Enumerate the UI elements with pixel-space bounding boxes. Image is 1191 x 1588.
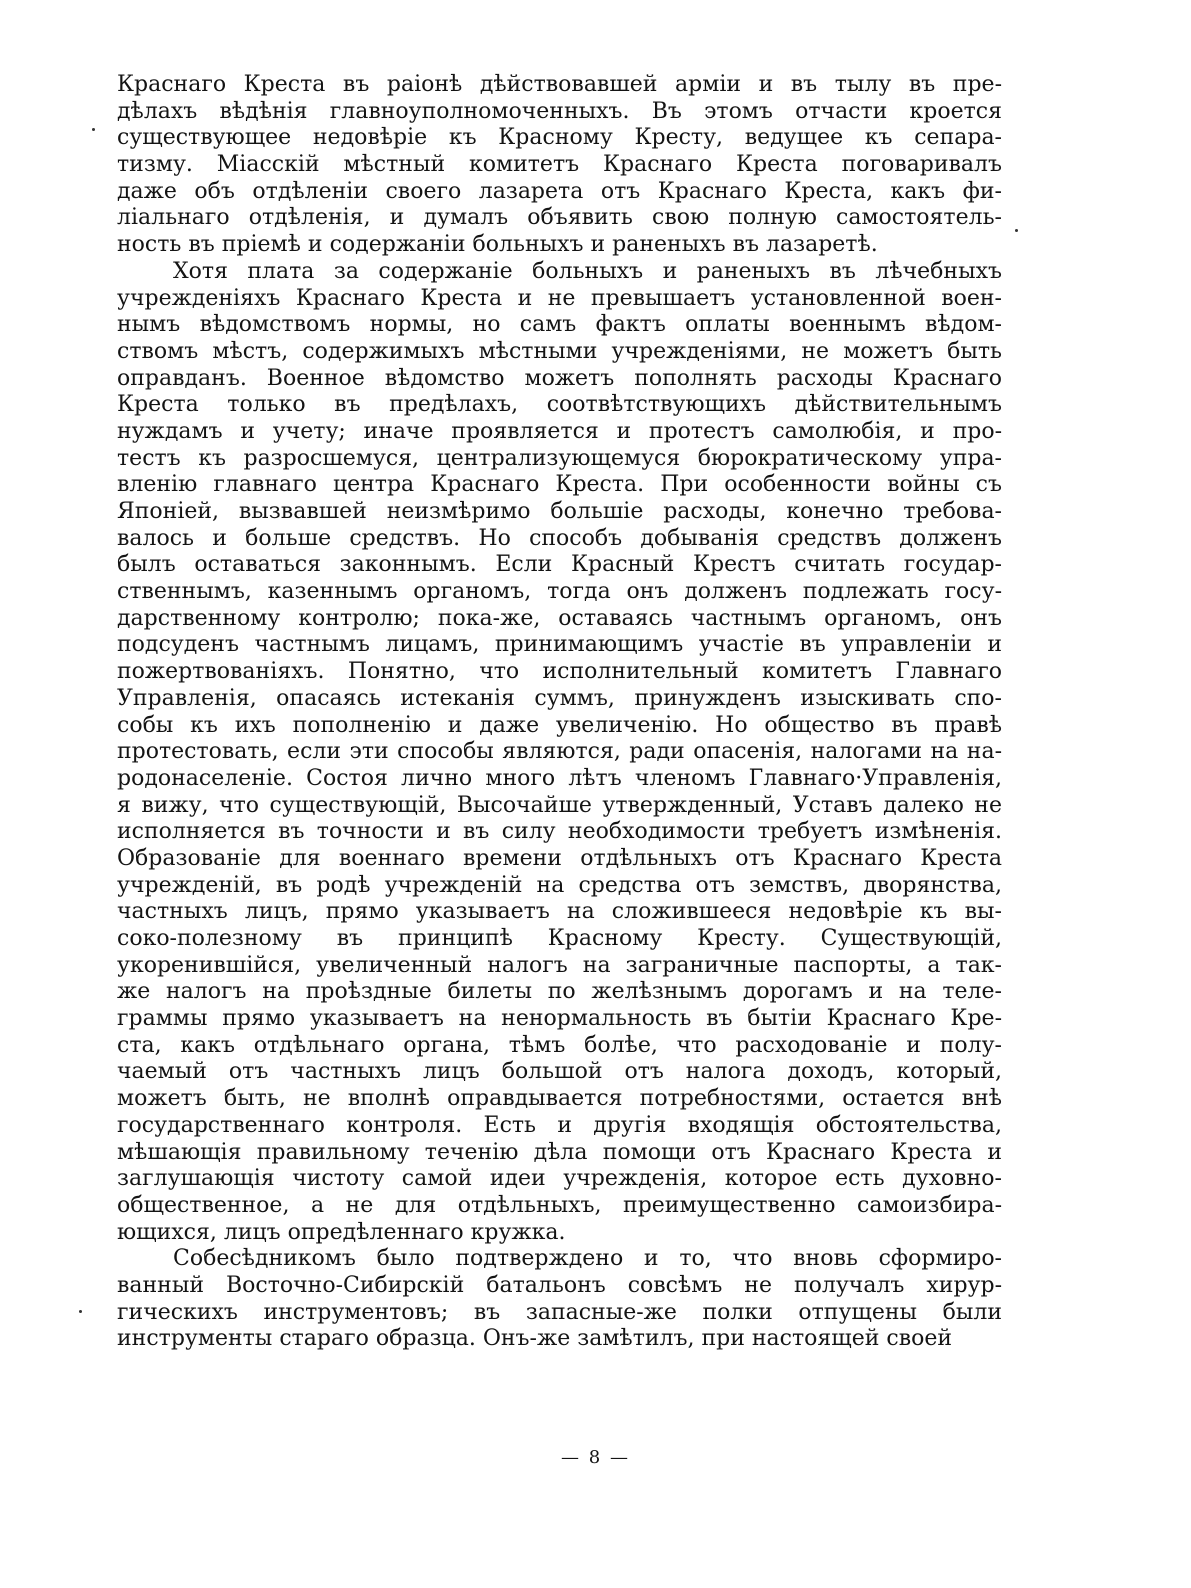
- text-line: тестъ къ разросшемуся, централизующемуся бюрократическому упра-: [117, 445, 1002, 471]
- text-line: соко-полезному въ принципѣ Красному Кресту. Существующій,: [117, 926, 1002, 951]
- text-line: тизму. Міасскій мѣстный комитетъ Краснаго Креста поговаривалъ: [117, 152, 1002, 178]
- text-line: ствомъ мѣстъ, содержимыхъ мѣстными учрежденіями, не можетъ быть: [117, 338, 1002, 364]
- text-line: ственнымъ, казеннымъ органомъ, тогда онъ долженъ подлежать госу-: [117, 579, 1002, 605]
- text-line: Краснаго Креста въ раіонѣ дѣйствовавшей арміи и въ тылу въ пре-: [117, 72, 1002, 97]
- text-line: пожертвованіяхъ. Понятно, что исполнительный комитетъ Главнаго: [117, 659, 1002, 685]
- text-line: дарственному контролю; пока-же, оставаясь частнымъ органомъ, онъ: [117, 605, 1002, 631]
- text-line: протестовать, если эти способы являются, ради опасенія, налогами на на-: [117, 739, 1002, 765]
- text-line: существующее недовѣріе къ Красному Кресту, ведущее къ сепара-: [117, 125, 1002, 151]
- page-number: — 8 —: [561, 1447, 630, 1468]
- text-line: Собесѣдникомъ было подтверждено и то, что вновь сформиро-: [173, 1246, 1002, 1272]
- text-line: Управленія, опасаясь истеканія суммъ, принужденъ изыскивать спо-: [117, 685, 1002, 711]
- text-line: учрежденій, въ родѣ учрежденій на средства отъ земствъ, дворянства,: [117, 872, 1002, 898]
- text-line: частныхъ лицъ, прямо указываетъ на сложившееся недовѣріе къ вы-: [117, 899, 1002, 925]
- text-line: граммы прямо указываетъ на ненормальность въ бытіи Краснаго Кре-: [117, 1006, 1002, 1032]
- text-line: оправданъ. Военное вѣдомство можетъ пополнять расходы Краснаго: [117, 365, 1002, 391]
- text-line: гическихъ инструментовъ; въ запасные-же полки отпущены были: [117, 1299, 1002, 1325]
- text-line: общественное, а не для отдѣльныхъ, преимущественно самоизбира-: [117, 1192, 1002, 1218]
- text-line: Хотя плата за содержаніе больныхъ и раненыхъ въ лѣчебныхъ: [173, 258, 1002, 284]
- text-line: инструменты стараго образца. Онъ-же замѣтилъ, при настоящей своей: [117, 1326, 953, 1352]
- text-line: же налогъ на проѣздные билеты по желѣзнымъ дорогамъ и на теле-: [117, 979, 1002, 1005]
- text-line: нуждамъ и учету; иначе проявляется и протестъ самолюбія, и про-: [117, 418, 1002, 444]
- text-line: ность въ пріемѣ и содержаніи больныхъ и раненыхъ въ лазаретѣ.: [117, 232, 878, 258]
- margin-speck: [92, 128, 95, 131]
- text-line: ющихся, лицъ опредѣленнаго кружка.: [117, 1219, 566, 1245]
- text-line: даже объ отдѣленіи своего лазарета отъ Краснаго Креста, какъ фи-: [117, 178, 1002, 204]
- text-line: Образованіе для военнаго времени отдѣльныхъ отъ Краснаго Креста: [117, 845, 1002, 871]
- text-line: былъ оставаться законнымъ. Если Красный Крестъ считать государ-: [117, 552, 1002, 578]
- text-line: Креста только въ предѣлахъ, соотвѣтствующихъ дѣйствительнымъ: [117, 392, 1002, 418]
- paragraph: [117, 1246, 1002, 1353]
- text-line: Японіей, вызвавшей неизмѣримо большіе расходы, конечно требова-: [117, 499, 1002, 524]
- text-line: государственнаго контроля. Есть и другія входящія обстоятельства,: [117, 1112, 1002, 1138]
- text-line: нымъ вѣдомствомъ нормы, но самъ фактъ оплаты военнымъ вѣдом-: [117, 312, 1002, 338]
- text-line: мѣшающія правильному теченію дѣла помощи отъ Краснаго Креста и: [117, 1139, 1002, 1165]
- text-line: вленію главнаго центра Краснаго Креста. При особенности войны съ: [117, 472, 1002, 498]
- margin-speck: [1015, 229, 1018, 232]
- body-text: [117, 72, 1002, 1353]
- text-line: валось и больше средствъ. Но способъ добыванія средствъ долженъ: [117, 525, 1002, 551]
- text-line: дѣлахъ вѣдѣнія главноуполномоченныхъ. Въ этомъ отчасти кроется: [117, 98, 1002, 124]
- text-line: учрежденіяхъ Краснаго Креста и не превышаетъ установленной воен-: [117, 285, 1002, 311]
- text-line: ліальнаго отдѣленія, и думалъ объявить свою полную самостоятель-: [117, 205, 1002, 231]
- text-line: исполняется въ точности и въ силу необходимости требуетъ измѣненія.: [117, 819, 1002, 845]
- paragraph: [117, 259, 1002, 1246]
- text-line: ста, какъ отдѣльнаго органа, тѣмъ болѣе, что расходованіе и полу-: [117, 1032, 1002, 1058]
- text-line: родонаселеніе. Состоя лично много лѣтъ членомъ Главнаго·Управленія,: [117, 765, 1002, 791]
- margin-speck: [79, 1310, 82, 1313]
- paragraph: [117, 72, 1002, 259]
- text-line: заглушающія чистоту самой идеи учрежденія, которое есть духовно-: [117, 1166, 1002, 1192]
- text-line: можетъ быть, не вполнѣ оправдывается потребностями, остается внѣ: [117, 1086, 1002, 1112]
- text-line: я вижу, что существующій, Высочайше утвержденный, Уставъ далеко не: [117, 792, 1002, 818]
- text-line: собы къ ихъ пополненію и даже увеличенію. Но общество въ правѣ: [117, 712, 1002, 738]
- text-line: подсуденъ частнымъ лицамъ, принимающимъ участіе въ управленіи и: [117, 632, 1002, 658]
- text-line: укоренившійся, увеличенный налогъ на заграничные паспорты, а так-: [117, 952, 1002, 978]
- text-line: чаемый отъ частныхъ лицъ большой отъ налога доходъ, который,: [117, 1059, 1002, 1085]
- text-line: ванный Восточно-Сибирскій батальонъ совсѣмъ не получалъ хирур-: [117, 1272, 1002, 1298]
